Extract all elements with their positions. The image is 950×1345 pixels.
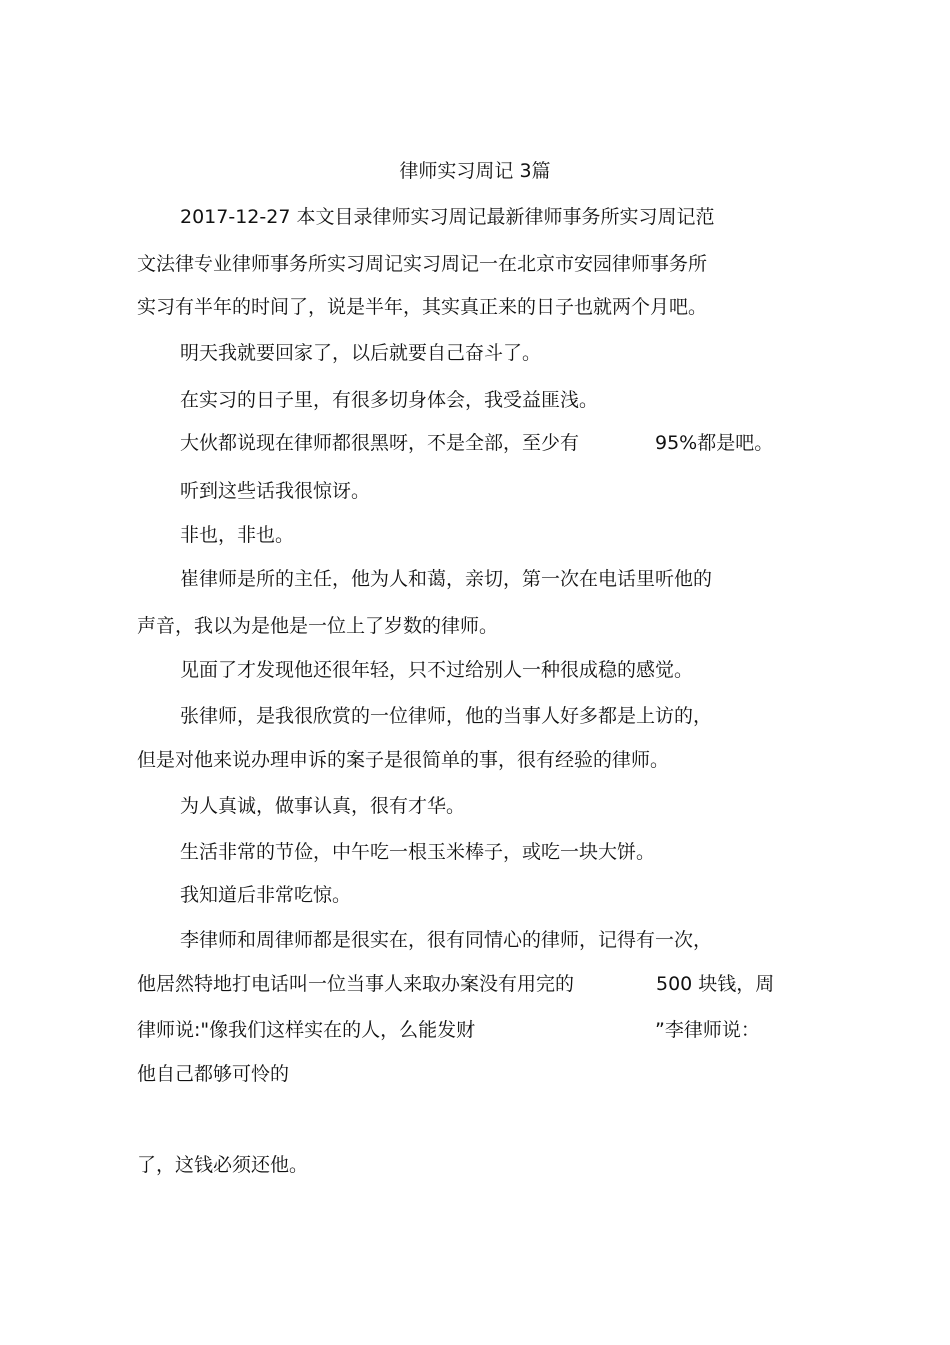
paragraph-line-13: 但是对他来说办理申诉的案子是很简单的事，很有经验的律师。 [137, 749, 670, 771]
paragraph-line-14: 为人真诚，做事认真，很有才华。 [180, 795, 466, 817]
paragraph-line-18 [0, 970, 950, 998]
paragraph-line-5: 在实习的日子里，有很多切身体会，我受益匪浅。 [180, 389, 599, 411]
paragraph-line-3: 实习有半年的时间了，说是半年，其实真正来的日子也就两个月吧。 [137, 296, 708, 318]
paragraph-line-2: 文法律专业律师事务所实习周记实习周记一在北京市安园律师事务所 [137, 253, 708, 275]
paragraph-line-9: 崔律师是所的主任，他为人和蔼，亲切，第一次在电话里听他的 [180, 568, 713, 590]
document-title: 律师实习周记 3篇 [399, 160, 551, 182]
paragraph-line-20: 他自己都够可怜的 [137, 1063, 290, 1085]
paragraph-line-19-tail: ”李律师说： [655, 1019, 760, 1041]
paragraph-line-15: 生活非常的节俭，中午吃一根玉米棒子，或吃一块大饼。 [180, 841, 656, 863]
amount-text: 500 块钱，周 [656, 973, 775, 995]
paragraph-line-1: 2017-12-27 本文目录律师实习周记最新律师事务所实习周记范 [180, 206, 715, 228]
paragraph-line-7: 听到这些话我很惊讶。 [180, 480, 371, 502]
paragraph-line-12: 张律师，是我很欣赏的一位律师，他的当事人好多都是上访的， [180, 705, 713, 727]
paragraph-line-8: 非也，非也。 [180, 524, 295, 546]
paragraph-line-19-text: 律师说:"像我们这样实在的人，么能发财 [137, 1019, 476, 1041]
paragraph-line-4: 明天我就要回家了，以后就要自己奋斗了。 [180, 342, 542, 364]
paragraph-line-21: 了，这钱必须还他。 [137, 1154, 309, 1176]
paragraph-line-19 [0, 1016, 950, 1044]
paragraph-line-6-text: 大伙都说现在律师都很黑呀，不是全部，至少有 [180, 432, 580, 454]
paragraph-line-11: 见面了才发现他还很年轻，只不过给别人一种很成稳的感觉。 [180, 659, 694, 681]
percentage-text: 95%都是吧。 [655, 432, 774, 454]
paragraph-line-16: 我知道后非常吃惊。 [180, 884, 352, 906]
paragraph-line-10: 声音，我以为是他是一位上了岁数的律师。 [137, 615, 499, 637]
paragraph-line-17: 李律师和周律师都是很实在，很有同情心的律师，记得有一次， [180, 929, 713, 951]
paragraph-line-18-text: 他居然特地打电话叫一位当事人来取办案没有用完的 [137, 973, 575, 995]
paragraph-line-6 [0, 429, 950, 457]
